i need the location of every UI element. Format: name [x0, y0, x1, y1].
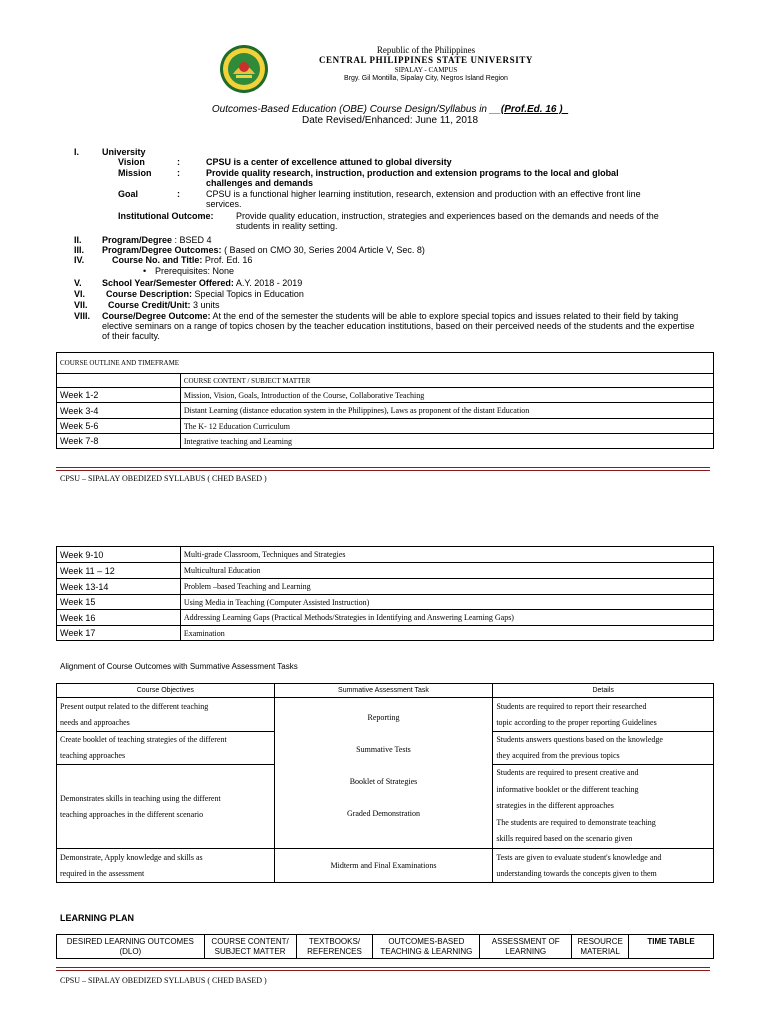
table-row [57, 563, 714, 579]
details-header: Details [493, 684, 714, 698]
section-4-number: IV. [74, 255, 85, 265]
task-summative-tests: Summative Tests [356, 745, 411, 754]
details-line: Students answers questions based on the knowledge [496, 735, 663, 744]
table-row [57, 374, 714, 388]
dlo-header [57, 935, 205, 959]
section-2-label: Program/Degree [102, 235, 173, 245]
section-8 [102, 311, 678, 321]
footer-text-2: CPSU – SIPALAY OBEDIZED SYLLABUS ( CHED BASED ) [60, 976, 267, 985]
vision-label: Vision [118, 157, 145, 167]
section-1-number: I. [74, 147, 80, 157]
table-row [57, 610, 714, 626]
section-4-value: Prof. Ed. 16 [204, 255, 253, 265]
section-5 [102, 278, 302, 288]
vision-text: CPSU is a center of excellence attuned to global diversity [206, 157, 452, 167]
week-cell: Week 16 [57, 610, 181, 626]
task-reporting: Reporting [367, 713, 400, 722]
mission-text-2: challenges and demands [206, 178, 314, 188]
goal-text-1: CPSU is a functional higher learning institution, research, extension and production with an effective front line [206, 189, 641, 199]
section-3-label: Program/Degree Outcomes: [102, 245, 222, 255]
details-cell [493, 698, 714, 732]
week-cell: Week 9-10 [57, 547, 181, 563]
table-row [57, 353, 714, 374]
learning-plan-heading: LEARNING PLAN [60, 913, 134, 923]
mission-colon: : [177, 168, 180, 178]
section-5-label: School Year/Semester Offered: [102, 278, 234, 288]
university-seal-icon [219, 44, 269, 94]
objective-cell [57, 698, 275, 732]
details-line: they acquired from the previous topics [496, 751, 620, 760]
content-cell: Multicultural Education [180, 563, 713, 579]
section-5-value: A.Y. 2018 - 2019 [235, 278, 303, 288]
campus-name: SIPALAY - CAMPUS [394, 66, 458, 74]
dlo-header-line: DESIRED LEARNING OUTCOMES [66, 936, 194, 946]
objective-line: teaching approaches in the different scenario [60, 809, 204, 819]
objective-cell [57, 765, 275, 849]
task-cell [274, 698, 493, 849]
objective-line: Present output related to the different teaching [60, 701, 209, 711]
alignment-heading: Alignment of Course Outcomes with Summative Assessment Tasks [60, 662, 298, 671]
obtl-header-line: OUTCOMES-BASED [388, 936, 465, 946]
vision-colon: : [177, 157, 180, 167]
task-midterm-final: Midterm and Final Examinations [274, 849, 493, 883]
table-row [57, 849, 714, 883]
details-line: Students are required to present creative and [496, 768, 639, 778]
section-6-label: Course Description: [106, 289, 193, 299]
section-8-label: Course/Degree Outcome: [102, 311, 211, 321]
task-demonstration: Graded Demonstration [346, 809, 421, 818]
details-line: informative booklet or the different teaching [496, 784, 639, 794]
objective-line: Create booklet of teaching strategies of the different [60, 735, 227, 744]
institutional-outcome-text-1: Provide quality education, instruction, strategies and experiences based on the demands and needs of the [236, 211, 659, 221]
section-8-number: VIII. [74, 311, 91, 321]
section-8-text-3: of their faculty. [102, 331, 160, 341]
obtl-header-line: TEACHING & LEARNING [380, 946, 473, 956]
section-2 [102, 235, 212, 245]
details-line: Tests are given to evaluate student's knowledge and [496, 852, 662, 862]
bullet-icon: • [143, 266, 147, 276]
objective-line: required in the assessment [60, 868, 145, 878]
details-line: understanding towards the concepts given to them [496, 868, 657, 878]
section-7-label: Course Credit/Unit: [108, 300, 191, 310]
footer-text-1: CPSU – SIPALAY OBEDIZED SYLLABUS ( CHED BASED ) [60, 474, 267, 483]
section-8-text-1: At the end of the semester the students will be able to explore special topics and issues related to their field by taking [212, 311, 679, 321]
course-outline-heading: COURSE OUTLINE AND TIMEFRAME [57, 353, 714, 374]
section-5-number: V. [74, 278, 82, 288]
campus-address: Brgy. Gil Montilla, Sipalay City, Negros Island Region [344, 75, 508, 82]
section-6-number: VI. [74, 289, 86, 299]
objective-cell [57, 732, 275, 765]
mission-label: Mission [118, 168, 152, 178]
objective-line: Demonstrates skills in teaching using the different [60, 793, 221, 803]
section-7-number: VII. [74, 300, 88, 310]
week-cell: Week 15 [57, 595, 181, 610]
course-objectives-header: Course Objectives [57, 684, 275, 698]
dlo-header-line: (DLO) [119, 946, 142, 956]
details-cell [493, 765, 714, 849]
syllabus-title [200, 104, 580, 115]
details-line: topic according to the proper reporting Guidelines [496, 717, 657, 727]
syllabus-title-text: Outcomes-Based Education (OBE) Course Design/Syllabus in __ [211, 104, 501, 115]
table-row [57, 935, 714, 959]
section-3-number: III. [74, 245, 85, 255]
goal-colon: : [177, 189, 180, 199]
objective-line: Demonstrate, Apply knowledge and skills as [60, 852, 203, 862]
assessment-header [480, 935, 572, 959]
textbooks-header [296, 935, 373, 959]
section-3 [102, 245, 425, 255]
content-cell: Using Media in Teaching (Computer Assisted Instruction) [180, 595, 713, 610]
objective-cell [57, 849, 275, 883]
content-cell: Problem –based Teaching and Learning [180, 579, 713, 595]
course-outline-table-continued [56, 546, 714, 641]
course-content-header [204, 935, 296, 959]
week-cell: Week 1-2 [57, 388, 181, 403]
content-cell: The K- 12 Education Curriculum [180, 419, 713, 434]
course-outline-table [56, 352, 714, 449]
table-row [57, 579, 714, 595]
week-cell: Week 7-8 [57, 434, 181, 449]
empty-cell [57, 374, 181, 388]
section-7-value: 3 units [193, 300, 220, 310]
table-row [57, 388, 714, 403]
content-cell: Mission, Vision, Goals, Introduction of the Course, Collaborative Teaching [180, 388, 713, 403]
republic-text: Republic of the Philippines [376, 45, 476, 55]
details-line: Students are required to report their researched [496, 701, 647, 711]
section-8-text-2: elective seminars on a range of topics chosen by the teacher education institutions, based on their perceived needs of the students and the expertise [102, 321, 695, 331]
section-4-label: Course No. and Title: [112, 255, 203, 265]
resource-header [572, 935, 629, 959]
table-row [57, 419, 714, 434]
resource-header-line: MATERIAL [580, 946, 620, 956]
table-row [57, 434, 714, 449]
summative-task-header: Summative Assessment Task [274, 684, 493, 698]
objective-line: needs and approaches [60, 717, 130, 727]
details-line: strategies in the different approaches [496, 801, 614, 811]
university-name: CENTRAL PHILIPPINES STATE UNIVERSITY [318, 55, 534, 65]
section-6-value: Special Topics in Education [194, 289, 304, 299]
week-cell: Week 5-6 [57, 419, 181, 434]
course-content-header-line: COURSE CONTENT/ [211, 936, 289, 946]
section-6 [106, 289, 304, 299]
assessment-header-line: LEARNING [505, 946, 547, 956]
goal-text-2: services. [206, 199, 242, 209]
table-row [57, 626, 714, 641]
resource-header-line: RESOURCE [577, 936, 623, 946]
prerequisites: Prerequisites: None [155, 266, 235, 276]
learning-plan-table [56, 934, 714, 959]
details-line: The students are required to demonstrate teaching [496, 817, 656, 827]
assessment-header-line: ASSESSMENT OF [491, 936, 560, 946]
table-row [57, 595, 714, 610]
course-content-header: COURSE CONTENT / SUBJECT MATTER [180, 374, 713, 388]
obtl-header [373, 935, 480, 959]
syllabus-course-code: (Prof.Ed. 16 )_ [500, 104, 569, 115]
table-row [57, 403, 714, 419]
details-cell [493, 732, 714, 765]
footer-rule-1 [56, 467, 710, 471]
section-3-value: ( Based on CMO 30, Series 2004 Article V, Sec. 8) [224, 245, 425, 255]
section-1-label: University [102, 147, 146, 157]
time-table-header: TIME TABLE [629, 935, 714, 959]
week-cell: Week 3-4 [57, 403, 181, 419]
objective-line: teaching approaches [60, 751, 126, 760]
content-cell: Distant Learning (distance education system in the Philippines), Laws as proponent of the distant Education [180, 403, 713, 419]
course-content-header-line: SUBJECT MATTER [214, 946, 286, 956]
section-2-number: II. [74, 235, 82, 245]
footer-rule-2 [56, 967, 710, 971]
content-cell: Addressing Learning Gaps (Practical Methods/Strategies in Identifying and Answering Learning Gaps) [180, 610, 713, 626]
textbooks-header-line: TEXTBOOKS/ [308, 936, 361, 946]
week-cell: Week 17 [57, 626, 181, 641]
section-4 [112, 255, 252, 265]
mission-text-1: Provide quality research, instruction, production and extension programs to the local and global [206, 168, 619, 178]
content-cell: Examination [180, 626, 713, 641]
content-cell: Multi-grade Classroom, Techniques and Strategies [180, 547, 713, 563]
content-cell: Integrative teaching and Learning [180, 434, 713, 449]
week-cell: Week 13-14 [57, 579, 181, 595]
details-cell [493, 849, 714, 883]
textbooks-header-line: REFERENCES [307, 946, 362, 956]
section-2-value: : BSED 4 [174, 235, 212, 245]
details-line: skills required based on the scenario given [496, 834, 633, 844]
date-revised: Date Revised/Enhanced: June 11, 2018 [301, 115, 479, 126]
goal-label: Goal [118, 189, 139, 199]
section-7 [108, 300, 220, 310]
task-booklet: Booklet of Strategies [349, 777, 418, 786]
institutional-outcome-label: Institutional Outcome: [118, 211, 214, 221]
table-row [57, 547, 714, 563]
institutional-outcome-text-2: students in reality setting. [236, 221, 338, 231]
alignment-table [56, 683, 714, 883]
table-row [57, 684, 714, 698]
table-row [57, 698, 714, 732]
week-cell: Week 11 – 12 [57, 563, 181, 579]
